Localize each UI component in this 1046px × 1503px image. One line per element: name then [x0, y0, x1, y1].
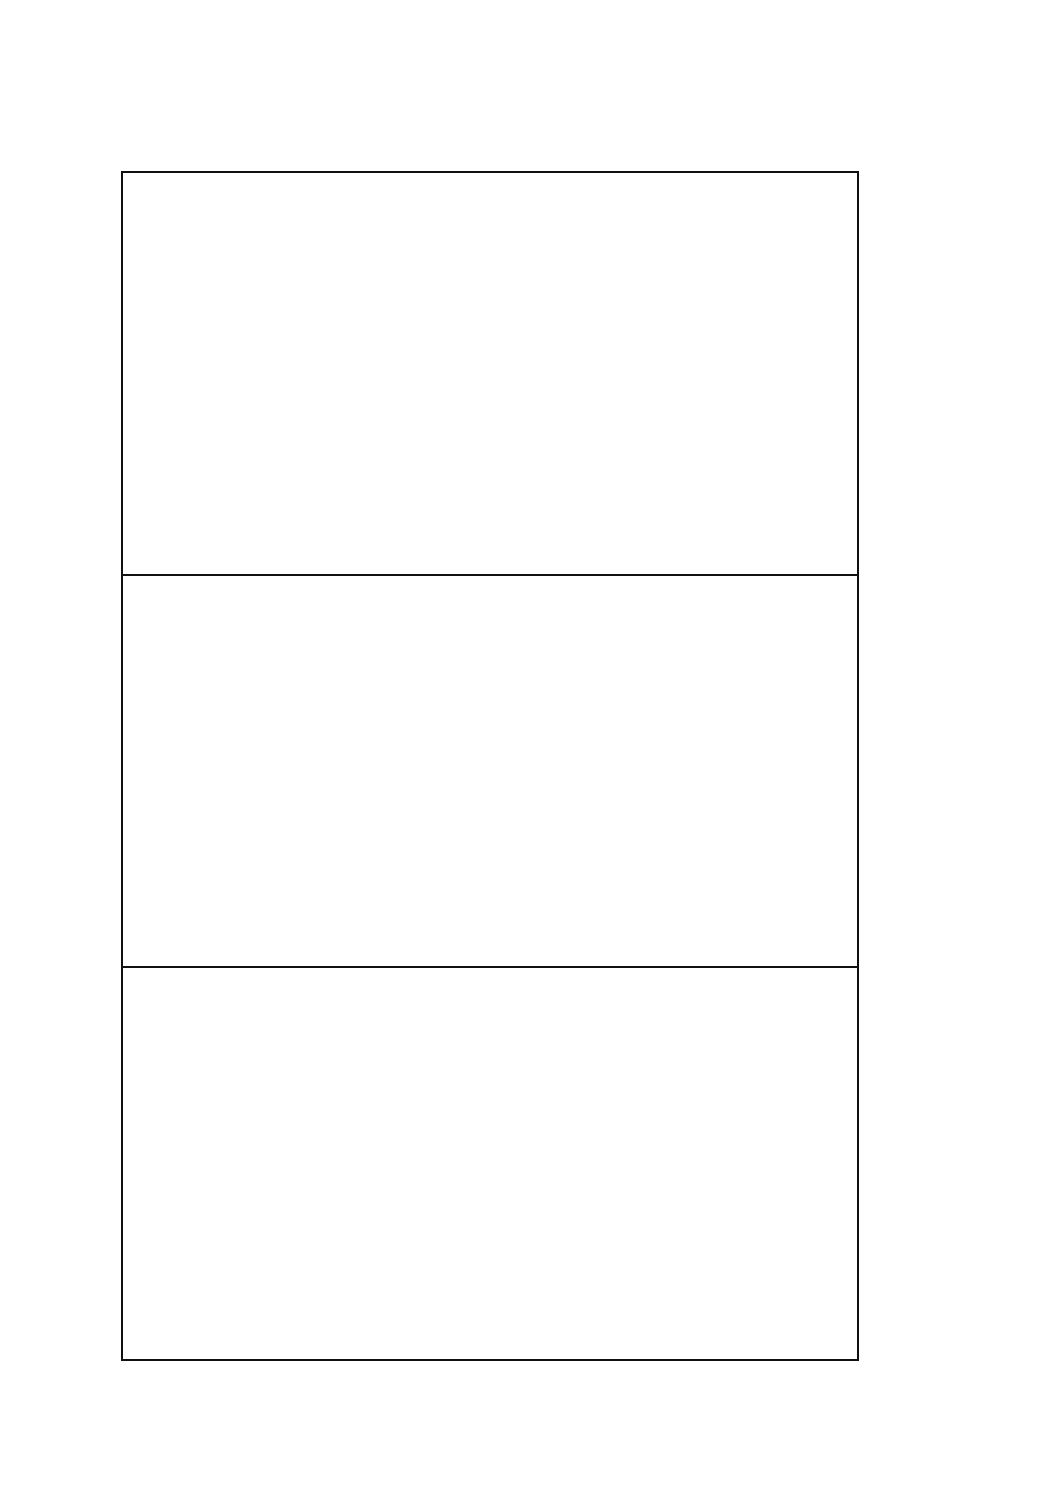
- top-section: [140, 190, 845, 560]
- bottom-section: [140, 976, 845, 1348]
- section-divider-upper: [123, 574, 857, 576]
- middle-section: [140, 584, 845, 954]
- section-divider-lower: [123, 966, 857, 968]
